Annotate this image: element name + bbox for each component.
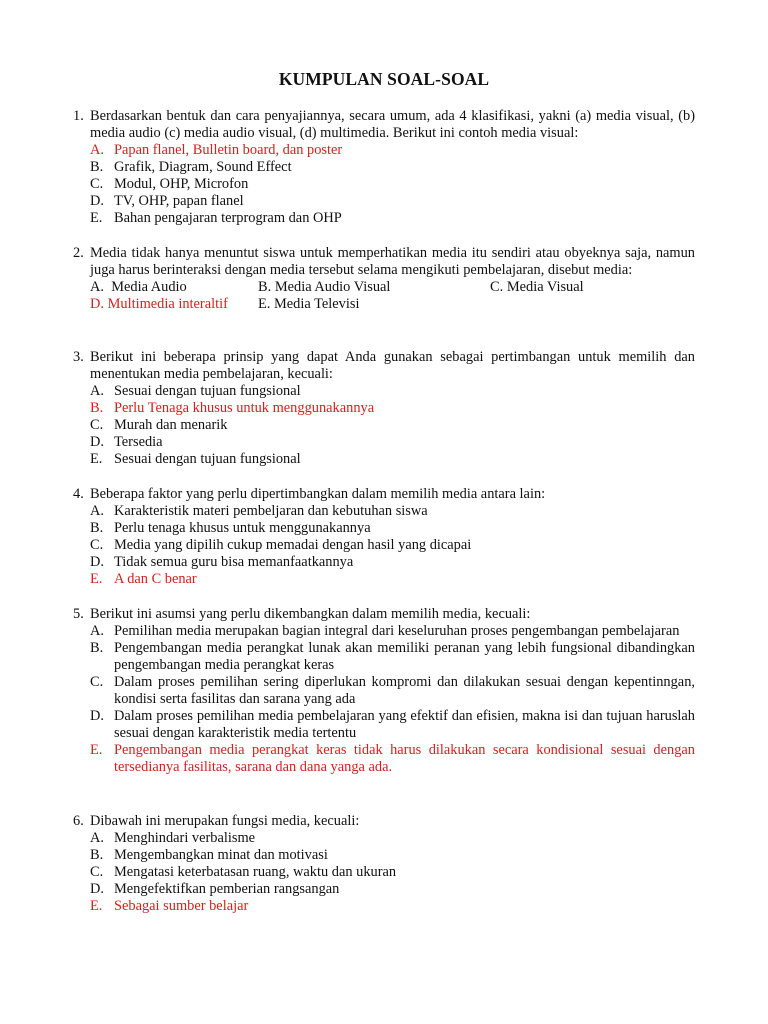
option-d: D. Dalam proses pemilihan media pembelajaran yang efektif dan efisien, makna isi dan tujuan haruslah sesuai dengan karakteristik media tertentu xyxy=(90,708,695,741)
option-c: C. Modul, OHP, Microfon xyxy=(90,176,249,192)
option-a: A. Sesuai dengan tujuan fungsional xyxy=(90,383,301,399)
option-e: E. Bahan pengajaran terprogram dan OHP xyxy=(90,210,342,226)
option-d-correct: D. Multimedia interaltif xyxy=(90,296,228,312)
option-c: C. Media yang dipilih cukup memadai dengan hasil yang dicapai xyxy=(90,537,472,553)
question-number: 4. xyxy=(73,486,84,502)
option-a: A. Karakteristik materi pembeljaran dan kebutuhan siswa xyxy=(90,503,428,519)
question-5 xyxy=(73,606,695,776)
question-number: 3. xyxy=(73,349,84,365)
option-c: C. Media Visual xyxy=(490,279,584,295)
question-stem xyxy=(73,349,695,383)
options-row-1 xyxy=(73,279,695,296)
question-number: 1. xyxy=(73,108,84,124)
question-text: Berikut ini asumsi yang perlu dikembangkan dalam memilih media, kecuali: xyxy=(90,606,531,622)
option-c: C. Dalam proses pemilihan sering diperlukan kompromi dan dilakukan sesuai dengan kepentinngan, kondisi serta fasilitas dan sarana yang ada xyxy=(90,674,695,707)
option-a: A. Media Audio xyxy=(90,279,187,295)
option-c: C. Mengatasi keterbatasan ruang, waktu dan ukuran xyxy=(90,864,397,880)
options-row-2 xyxy=(73,296,695,313)
question-stem xyxy=(73,108,695,142)
question-1 xyxy=(73,108,695,227)
option-e-correct: E. A dan C benar xyxy=(90,571,197,587)
question-text: Berikut ini beberapa prinsip yang dapat Anda gunakan sebagai pertimbangan untuk memilih dan menentukan media pembelajaran, kecuali: xyxy=(90,349,695,382)
question-number: 2. xyxy=(73,245,84,261)
option-d: D. Tersedia xyxy=(90,434,163,450)
question-text: Beberapa faktor yang perlu dipertimbangkan dalam memilih media antara lain: xyxy=(90,486,546,502)
option-a-correct: A. Papan flanel, Bulletin board, dan poster xyxy=(90,142,343,158)
question-3 xyxy=(73,349,695,468)
question-2 xyxy=(73,245,695,313)
question-4 xyxy=(73,486,695,588)
question-text: Dibawah ini merupakan fungsi media, kecuali: xyxy=(90,813,360,829)
option-b: B. Perlu tenaga khusus untuk menggunakannya xyxy=(90,520,371,536)
option-b: B. Pengembangan media perangkat lunak akan memiliki peranan yang lebih fungsional dibandingkan pengembangan media perangkat keras xyxy=(90,640,695,673)
option-b-correct: B. Perlu Tenaga khusus untuk menggunakannya xyxy=(90,400,375,416)
option-a: A. Menghindari verbalisme xyxy=(90,830,256,846)
option-d: D. Tidak semua guru bisa memanfaatkannya xyxy=(90,554,354,570)
option-d: D. TV, OHP, papan flanel xyxy=(90,193,244,209)
option-e-correct: E. Pengembangan media perangkat keras tidak harus dilakukan secara kondisional sesuai dengan tersedianya fasilitas, sarana dan dana yanga ada. xyxy=(90,742,695,775)
option-b: B. Mengembangkan minat dan motivasi xyxy=(90,847,328,863)
page-title: KUMPULAN SOAL-SOAL xyxy=(278,69,490,89)
question-stem xyxy=(73,486,695,503)
option-c: C. Murah dan menarik xyxy=(90,417,228,433)
option-d: D. Mengefektifkan pemberian rangsangan xyxy=(90,881,340,897)
option-e-correct: E. Sebagai sumber belajar xyxy=(90,898,249,914)
option-e: E. Sesuai dengan tujuan fungsional xyxy=(90,451,301,467)
option-b: B. Grafik, Diagram, Sound Effect xyxy=(90,159,292,175)
question-stem xyxy=(73,813,695,830)
question-text: Media tidak hanya menuntut siswa untuk memperhatikan media itu sendiri atau obyeknya saja, namun juga harus berinteraksi dengan media tersebut selama mengikuti pembelajaran, disebut media: xyxy=(90,245,695,278)
question-stem xyxy=(73,245,695,279)
option-b: B. Media Audio Visual xyxy=(258,279,391,295)
option-a: A. Pemilihan media merupakan bagian integral dari keseluruhan proses pengembangan pembelajaran xyxy=(90,623,680,639)
question-stem xyxy=(73,606,695,623)
question-number: 5. xyxy=(73,606,84,622)
option-e: E. Media Televisi xyxy=(258,296,360,312)
question-text: Berdasarkan bentuk dan cara penyajiannya, secara umum, ada 4 klasifikasi, yakni (a) media visual, (b) media audio (c) media audio visual, (d) multimedia. Berikut ini contoh media visual: xyxy=(90,108,695,141)
question-6 xyxy=(73,813,695,915)
question-number: 6. xyxy=(73,813,84,829)
